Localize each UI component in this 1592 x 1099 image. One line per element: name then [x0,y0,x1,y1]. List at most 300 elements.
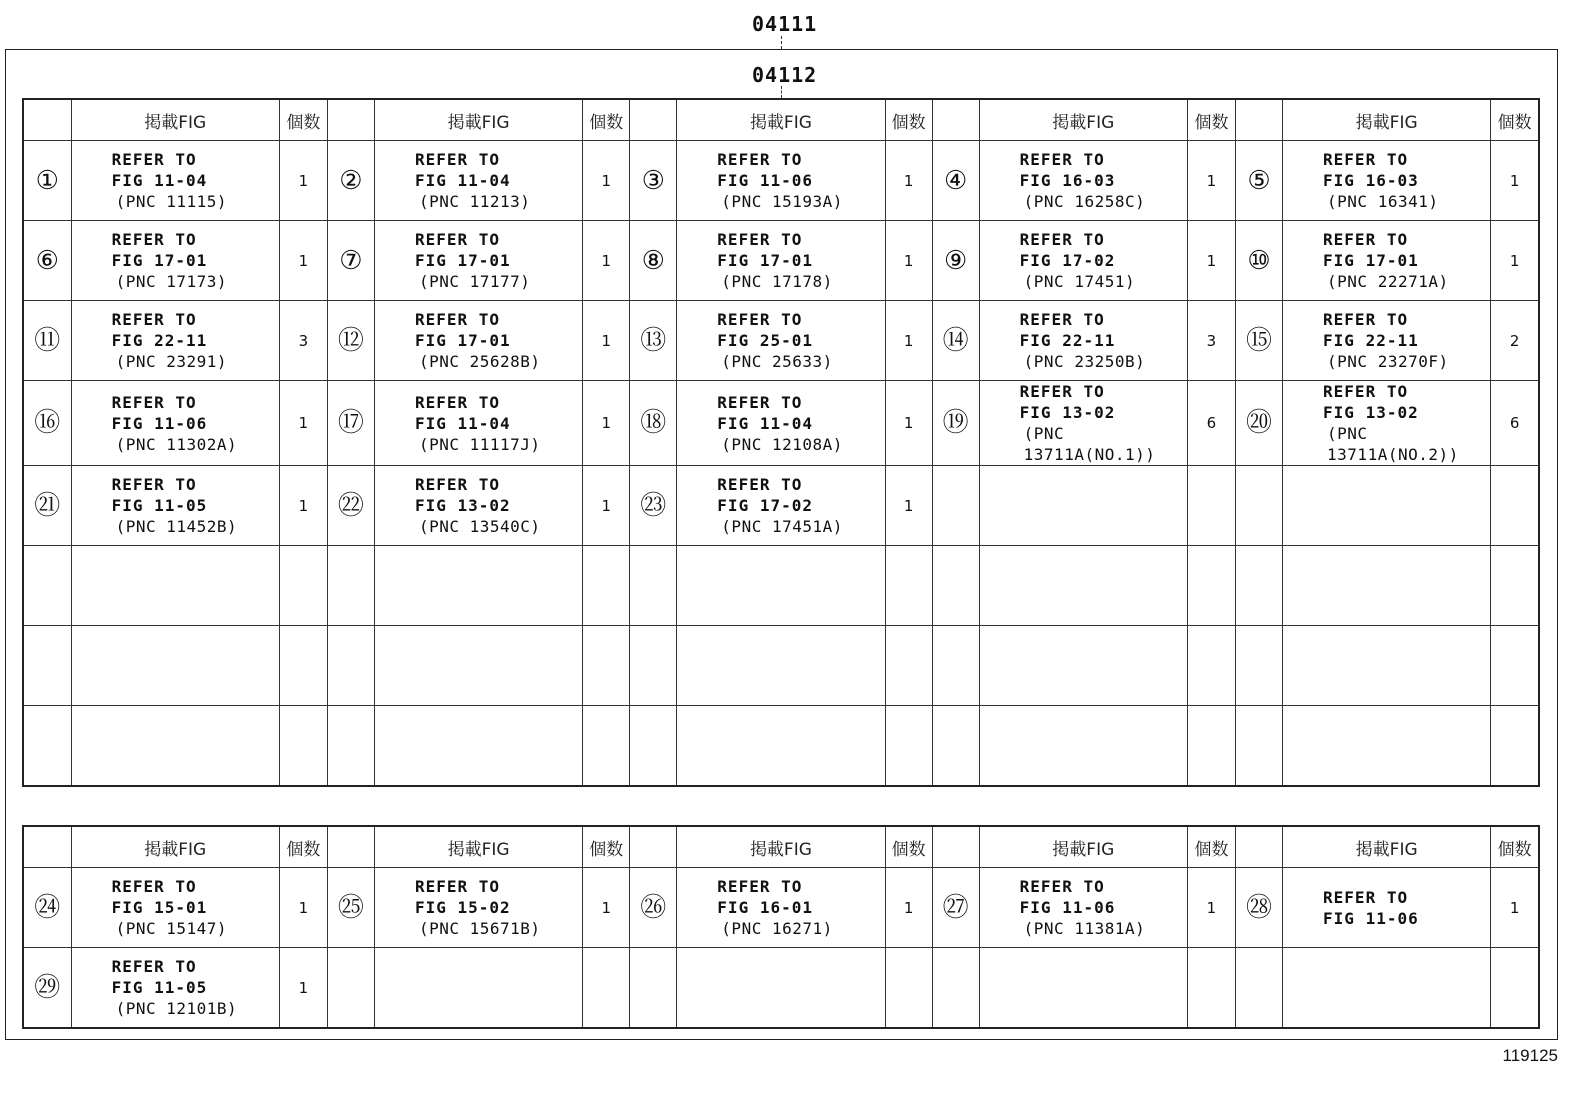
refer-to-text: REFER TO [1323,382,1409,401]
reference-cell [71,141,279,221]
refer-to-text: REFER TO [414,392,500,412]
item-number-cell [932,466,979,546]
refer-to-text: REFER TO [414,310,500,329]
pnc-text: (PNC 12101B) [115,999,238,1018]
quantity-cell: 1 [583,381,630,466]
item-number-cell [327,626,374,706]
reference-cell [677,948,885,1029]
reference-cell [71,948,279,1029]
fig-number-text: FIG 17-01 [111,251,208,270]
refer-to-text: REFER TO [1323,150,1409,169]
refer-to-text: REFER TO [1323,310,1409,329]
reference-cell [979,626,1187,706]
item-number-circle: ㉘ [1246,892,1273,923]
refer-to-text: REFER TO [111,957,197,976]
item-number-cell [932,141,979,221]
quantity-cell: 6 [1491,381,1539,466]
pnc-text: (PNC 16258C) [1023,192,1146,211]
reference-cell [374,626,582,706]
fig-number-text: FIG 13-02 [1323,403,1419,422]
quantity-cell: 1 [279,466,327,546]
refer-to-text: REFER TO [1019,150,1105,169]
quantity-cell [885,626,932,706]
table-row [23,466,1539,546]
reference-cell [1283,301,1491,381]
header-fig-label: 掲載FIG [1283,826,1491,868]
reference-cell [374,301,582,381]
table-header-row [23,826,1539,868]
figure-number: 119125 [1502,1046,1558,1065]
item-number-cell [23,868,71,948]
fig-number-text: FIG 11-06 [111,413,208,433]
reference-cell [979,706,1187,787]
fig-number-text: FIG 11-04 [414,171,511,190]
fig-number-text: FIG 11-04 [717,413,813,433]
quantity-cell: 1 [885,141,932,221]
refer-to-text: REFER TO [111,392,197,412]
fig-number-text: FIG 17-01 [717,251,813,270]
header-blank-cell [1235,826,1282,868]
item-number-circle: ⑮ [1246,325,1273,356]
header-blank-cell [932,826,979,868]
table-row [23,221,1539,301]
item-number-circle: ㉓ [640,490,667,521]
pnc-text: (PNC 11213) [418,192,531,211]
fig-number-text: FIG 11-06 [717,171,813,190]
parts-reference-table-1 [22,98,1540,787]
quantity-cell: 1 [1491,221,1539,301]
reference-cell [1283,868,1491,948]
reference-cell [677,381,885,466]
item-number-circle: ⑨ [943,245,968,276]
header-qty-label: 個数 [885,99,932,141]
quantity-cell [885,546,932,626]
item-number-cell [23,546,71,626]
pnc-text: (PNC 11452B) [115,517,238,536]
quantity-cell: 1 [279,141,327,221]
header-blank-cell [1235,99,1282,141]
pnc-text: (PNC 11381A) [1023,919,1146,938]
quantity-cell: 1 [583,141,630,221]
quantity-cell [1491,546,1539,626]
item-number-circle: ① [35,165,59,196]
quantity-cell: 1 [583,466,630,546]
fig-number-text: FIG 11-05 [111,496,208,515]
assembly-leader-line [781,36,782,49]
item-number-circle: ㉖ [640,892,667,923]
header-qty-label: 個数 [885,826,932,868]
quantity-cell: 6 [1187,381,1235,466]
item-number-cell [23,301,71,381]
table-row [23,301,1539,381]
item-number-cell [327,301,374,381]
item-number-cell [327,221,374,301]
item-number-cell [932,626,979,706]
reference-cell [677,626,885,706]
pnc-text: (PNC 11302A) [115,434,238,454]
fig-number-text: FIG 15-01 [111,898,208,917]
quantity-cell [1491,948,1539,1029]
reference-cell [374,546,582,626]
item-number-cell [327,466,374,546]
reference-cell [71,706,279,787]
refer-to-text: REFER TO [111,475,197,494]
item-number-circle: ⑦ [339,245,363,276]
refer-to-text: REFER TO [414,475,500,494]
reference-cell [1283,706,1491,787]
fig-number-text: FIG 17-01 [414,251,511,270]
pnc-text: (PNC 23270F) [1327,352,1449,371]
quantity-cell [1187,626,1235,706]
item-number-cell [1235,626,1282,706]
reference-cell [71,466,279,546]
item-number-cell [1235,221,1282,301]
fig-number-text: FIG 13-02 [1019,403,1116,422]
item-number-cell [932,868,979,948]
fig-number-text: FIG 15-02 [414,898,511,917]
quantity-cell [1187,948,1235,1029]
pnc-text: (PNC 11117J) [418,434,541,454]
fig-number-text: FIG 13-02 [414,496,511,515]
reference-cell [71,868,279,948]
header-blank-cell [327,826,374,868]
item-number-cell [23,466,71,546]
reference-cell [677,466,885,546]
reference-cell [979,141,1187,221]
header-blank-cell [630,826,677,868]
quantity-cell [1491,626,1539,706]
item-number-cell [630,706,677,787]
item-number-cell [932,706,979,787]
refer-to-text: REFER TO [1019,382,1105,401]
pnc-text: (PNC 22271A) [1327,272,1449,291]
reference-cell [677,868,885,948]
item-number-cell [1235,141,1282,221]
table-row [23,868,1539,948]
reference-cell [71,626,279,706]
item-number-cell [23,141,71,221]
reference-cell [374,868,582,948]
item-number-circle: ③ [641,165,665,196]
quantity-cell: 1 [279,221,327,301]
quantity-cell: 1 [885,466,932,546]
item-number-cell [1235,381,1282,466]
item-number-cell [1235,301,1282,381]
quantity-cell [1187,466,1235,546]
item-number-circle: ⑫ [337,325,364,356]
item-number-cell [327,868,374,948]
quantity-cell [885,706,932,787]
fig-number-text: FIG 17-02 [717,496,813,515]
item-number-cell [932,948,979,1029]
refer-to-text: REFER TO [1019,310,1105,329]
item-number-circle: ⑩ [1247,245,1271,276]
item-number-circle: ⑥ [35,245,59,276]
item-number-cell [327,706,374,787]
reference-cell [374,141,582,221]
item-number-cell [23,706,71,787]
item-number-cell [630,381,677,466]
header-fig-label: 掲載FIG [374,99,582,141]
fig-number-text: FIG 22-11 [1323,331,1419,350]
fig-number-text: FIG 17-02 [1019,251,1116,270]
quantity-cell [583,706,630,787]
fig-number-text: FIG 11-04 [414,413,511,433]
pnc-text: (PNC 16341) [1327,192,1439,211]
reference-cell [677,301,885,381]
header-fig-label: 掲載FIG [677,826,885,868]
item-number-circle: ② [339,165,363,196]
quantity-cell: 1 [279,868,327,948]
fig-number-text: FIG 11-04 [111,171,208,190]
quantity-cell [279,706,327,787]
header-blank-cell [23,99,71,141]
refer-to-text: REFER TO [1019,877,1105,896]
item-number-circle: ⑭ [942,325,969,356]
header-blank-cell [630,99,677,141]
pnc-text: (PNC 15193A) [721,192,843,211]
pnc-text: (PNC 15671B) [418,919,541,938]
quantity-cell: 1 [583,868,630,948]
header-fig-label: 掲載FIG [374,826,582,868]
header-qty-label: 個数 [1187,826,1235,868]
reference-cell [677,546,885,626]
item-number-cell [327,546,374,626]
quantity-cell: 1 [1187,141,1235,221]
item-number-cell [630,221,677,301]
header-blank-cell [327,99,374,141]
header-fig-label: 掲載FIG [71,826,279,868]
refer-to-text: REFER TO [111,150,197,169]
refer-to-text: REFER TO [1323,230,1409,249]
fig-number-text: FIG 22-11 [111,331,208,350]
refer-to-text: REFER TO [111,230,197,249]
fig-number-text: FIG 16-03 [1323,171,1419,190]
fig-number-text: FIG 16-03 [1019,171,1116,190]
table-header-row [23,99,1539,141]
reference-cell [677,706,885,787]
reference-cell [71,221,279,301]
item-number-cell [327,948,374,1029]
reference-cell [374,381,582,466]
header-qty-label: 個数 [1491,99,1539,141]
fig-number-text: FIG 16-01 [717,898,813,917]
item-number-cell [630,948,677,1029]
item-number-cell [1235,868,1282,948]
quantity-cell [279,546,327,626]
pnc-text: (PNC 13711A(NO.2)) [1327,424,1459,464]
quantity-cell [279,626,327,706]
reference-cell [979,381,1187,466]
item-number-circle: ㉑ [34,490,61,521]
table-row [23,381,1539,466]
quantity-cell: 3 [279,301,327,381]
item-number-cell [23,626,71,706]
header-qty-label: 個数 [583,826,630,868]
pnc-text: (PNC 17178) [721,272,833,291]
quantity-cell: 2 [1491,301,1539,381]
pnc-text: (PNC 17451A) [721,517,843,536]
item-number-circle: ⑳ [1246,408,1273,438]
quantity-cell [583,948,630,1029]
assembly-code: 04111 [752,12,818,36]
item-number-circle: ㉙ [34,972,61,1003]
item-number-circle: ④ [943,165,968,196]
item-number-cell [630,466,677,546]
item-number-cell [630,868,677,948]
fig-number-text: FIG 17-01 [414,331,511,350]
pnc-text: (PNC 17451) [1023,272,1136,291]
reference-cell [374,706,582,787]
header-blank-cell [23,826,71,868]
item-number-cell [630,301,677,381]
item-number-cell [23,221,71,301]
refer-to-text: REFER TO [717,392,803,412]
header-fig-label: 掲載FIG [71,99,279,141]
quantity-cell [583,546,630,626]
pnc-text: (PNC 15147) [115,919,228,938]
item-number-circle: ㉔ [34,892,61,923]
reference-cell [979,546,1187,626]
refer-to-text: REFER TO [1323,887,1409,907]
reference-cell [979,868,1187,948]
quantity-cell: 1 [885,868,932,948]
fig-number-text: FIG 11-05 [111,978,208,997]
quantity-cell [1491,466,1539,546]
item-number-circle: ⑲ [942,408,969,438]
reference-cell [71,381,279,466]
pnc-text: (PNC 17177) [418,272,531,291]
item-number-circle: ⑱ [640,408,667,438]
reference-cell [677,141,885,221]
item-number-circle: ⑤ [1247,165,1271,196]
quantity-cell: 1 [1491,868,1539,948]
item-number-circle: ⑪ [34,325,61,356]
pnc-text: (PNC 25628B) [418,352,541,371]
refer-to-text: REFER TO [111,877,197,896]
quantity-cell [1187,706,1235,787]
table-row [23,626,1539,706]
reference-cell [1283,626,1491,706]
refer-to-text: REFER TO [414,150,500,169]
item-number-cell [630,626,677,706]
header-qty-label: 個数 [279,826,327,868]
table-row [23,141,1539,221]
header-fig-label: 掲載FIG [979,99,1187,141]
quantity-cell: 1 [1187,868,1235,948]
reference-cell [1283,141,1491,221]
item-number-cell [23,381,71,466]
quantity-cell [583,626,630,706]
reference-cell [1283,948,1491,1029]
pnc-text: (PNC 12108A) [721,434,843,454]
fig-number-text: FIG 22-11 [1019,331,1116,350]
reference-cell [979,221,1187,301]
table-row [23,948,1539,1029]
quantity-cell: 1 [583,221,630,301]
item-number-circle: ⑧ [641,245,665,276]
table-row [23,546,1539,626]
reference-cell [71,546,279,626]
item-number-circle: ⑬ [640,325,667,356]
reference-cell [374,466,582,546]
quantity-cell: 1 [885,301,932,381]
header-qty-label: 個数 [1491,826,1539,868]
refer-to-text: REFER TO [111,310,197,329]
item-number-cell [932,221,979,301]
reference-cell [677,221,885,301]
quantity-cell: 1 [885,381,932,466]
pnc-text: (PNC 11115) [115,192,228,211]
quantity-cell: 1 [1187,221,1235,301]
parts-reference-table-2 [22,825,1540,1029]
header-qty-label: 個数 [583,99,630,141]
reference-cell [979,466,1187,546]
reference-cell [1283,466,1491,546]
header-qty-label: 個数 [1187,99,1235,141]
item-number-cell [1235,948,1282,1029]
reference-cell [1283,221,1491,301]
reference-cell [979,301,1187,381]
pnc-text: (PNC 25633) [721,352,833,371]
item-number-circle: ㉗ [942,892,969,923]
table-row [23,706,1539,787]
refer-to-text: REFER TO [717,150,803,169]
reference-cell [374,221,582,301]
item-number-cell [932,301,979,381]
item-number-circle: ㉒ [337,490,364,521]
refer-to-text: REFER TO [717,475,803,494]
quantity-cell: 1 [279,948,327,1029]
item-number-cell [1235,466,1282,546]
fig-number-text: FIG 11-06 [1019,898,1116,917]
pnc-text: (PNC 13540C) [418,517,541,536]
pnc-text: (PNC 16271) [721,919,833,938]
item-number-cell [1235,546,1282,626]
reference-cell [374,948,582,1029]
refer-to-text: REFER TO [414,877,500,896]
fig-number-text: FIG 17-01 [1323,251,1419,270]
pnc-text: (PNC 23291) [115,352,228,371]
header-fig-label: 掲載FIG [979,826,1187,868]
header-fig-label: 掲載FIG [1283,99,1491,141]
quantity-cell: 1 [885,221,932,301]
refer-to-text: REFER TO [717,877,803,896]
quantity-cell: 1 [583,301,630,381]
fig-number-text: FIG 11-06 [1323,908,1419,928]
subassembly-leader-line [781,86,782,98]
item-number-circle: ⑯ [34,408,61,438]
fig-number-text: FIG 25-01 [717,331,813,350]
item-number-cell [327,381,374,466]
refer-to-text: REFER TO [717,310,803,329]
item-number-cell [630,141,677,221]
item-number-cell [932,381,979,466]
refer-to-text: REFER TO [414,230,500,249]
refer-to-text: REFER TO [717,230,803,249]
header-blank-cell [932,99,979,141]
item-number-cell [630,546,677,626]
reference-cell [1283,546,1491,626]
subassembly-code: 04112 [752,63,818,87]
reference-cell [1283,381,1491,466]
refer-to-text: REFER TO [1019,230,1105,249]
header-fig-label: 掲載FIG [677,99,885,141]
quantity-cell [885,948,932,1029]
reference-cell [71,301,279,381]
quantity-cell [1491,706,1539,787]
item-number-cell [932,546,979,626]
